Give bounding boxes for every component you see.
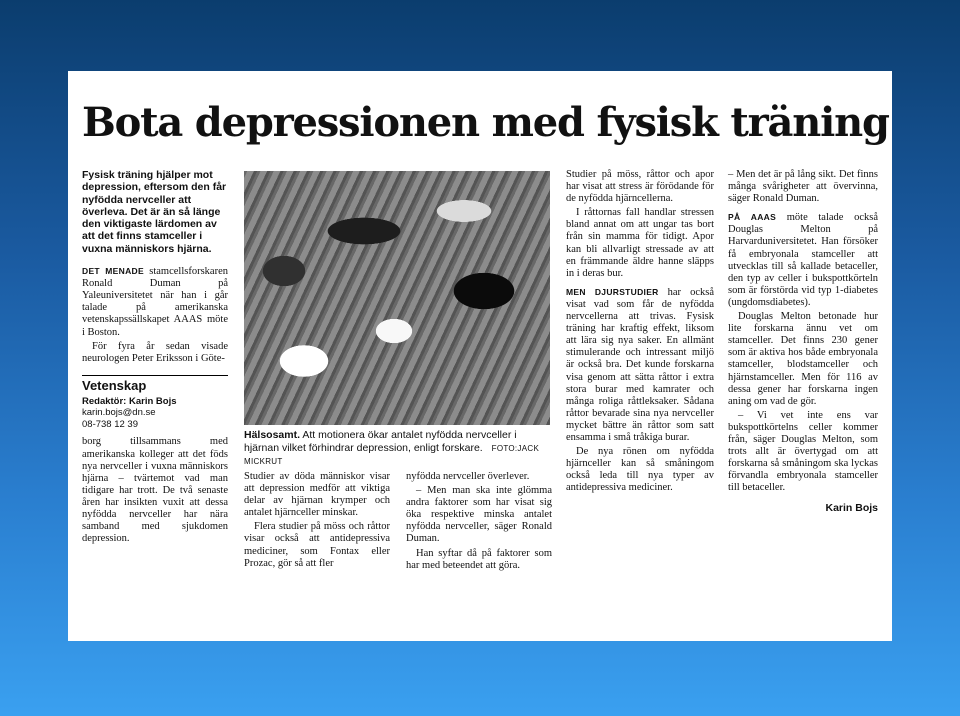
paragraph: Flera studier på möss och råttor visar också att antidepressiva mediciner, som Fontax eller Prozac, gör så att fler — [244, 521, 390, 569]
paragraph: De nya rönen om nyfödda hjärnceller kan så småningom också leda till nya typer av antidepressiva mediciner. — [566, 446, 714, 494]
column-1 — [82, 169, 228, 547]
column-5 — [728, 169, 878, 515]
column-2 — [244, 471, 390, 572]
paragraph: DET MENADE stamcellsforskaren Ronald Duman på Yaleuniversitetet när han i går talade på amerikanska vetenskapssällskapet AAAS möte i Boston. — [82, 266, 228, 338]
paragraph: borg tillsammans med amerikanska kolleger att det föds nya nervceller i vuxna människors hjärna – tvärtemot vad man tidigare har trott. De två senaste åren har insikten vuxit att dessa nyfödda nervceller har nära samband med sjukdomen depression. — [82, 436, 228, 545]
photo-credit: FOTO:JACK MICKRUT — [244, 443, 540, 466]
paragraph: – Vi vet inte ens var bukspottkörtelns celler kommer från, säger Douglas Melton, som trots allt är övertygad om att forskarna så småningom ska lyckas förvandla embryonala stamceller till betaceller. — [728, 409, 878, 494]
paragraph: – Men man ska inte glömma andra faktorer som har visat sig öka respektive minska antalet nyfödda nervceller, säger Ronald Duman. — [406, 485, 552, 545]
paragraph: Douglas Melton betonade hur lite forskarna ännu vet om stamceller. Det finns 230 gener som är aktiva hos både embryonala stamceller, blodstamceller och hjärnstamceller. Men för 116 av dessa gener har forskarna ingen aning om vad de gör. — [728, 311, 878, 407]
byline: Karin Bojs — [825, 502, 878, 515]
newspaper-clipping — [68, 71, 892, 641]
lead-in: PÅ AAAS — [728, 212, 777, 223]
paragraph: – Men det är på lång sikt. Det finns många svårigheter att övervinna, säger Ronald Duman. — [728, 169, 878, 205]
column-3 — [406, 471, 552, 574]
paragraph: För fyra år sedan visade neurologen Peter Eriksson i Göte- — [82, 340, 228, 364]
paragraph: PÅ AAAS möte talade också Douglas Melton på Harvarduniversitetet. Han försöker få embryonala stamceller att utvecklas till så kallade betaceller, den typ av celler i bukspottkörteln som är förstörda vid typ 1-diabetes (ungdomsdiabetes). — [728, 212, 879, 308]
paragraph: Han syftar då på faktorer som har med beteendet att göra. — [406, 547, 552, 571]
exercise-class-photo — [244, 171, 550, 425]
photo-caption: Hälsosamt. Att motionera ökar antalet nyfödda nervceller i hjärnan vilket förhindrar depression, enligt forskare. FOTO:JACK MICKRUT — [244, 429, 540, 466]
editor-email: karin.bojs@dn.se — [82, 407, 156, 419]
editor-info: Redaktör: Karin Bojs karin.bojs@dn.se 08-738 12 39 — [82, 396, 228, 431]
lead-in: DET MENADE — [82, 266, 144, 277]
section-title: Vetenskap — [82, 375, 228, 392]
editor-phone: 08-738 12 39 — [82, 418, 138, 430]
paragraph: Studier på möss, råttor och apor har visat att stress är förödande för de nyfödda hjärncellerna. — [566, 169, 714, 205]
ingress: Fysisk träning hjälper mot depression, eftersom den får nyfödda nervceller att överleva. Det är än så länge den viktigaste lärdomen av att det finns stamceller i vuxna människors hjärna. — [82, 169, 227, 255]
paragraph: Studier av döda människor visar att depression medför att viktiga delar av hjärnan krymper och antalet hjärnceller minskar. — [244, 471, 390, 519]
lead-in: MEN DJURSTUDIER — [566, 286, 659, 297]
paragraph: I råttornas fall handlar stressen bland annat om att ungar tas bort från sin mamma för tidigt. Apor kan bli allvarligt stressade av att en främmande äldre hanne släpps in i deras bur. — [566, 207, 714, 279]
column-4 — [566, 169, 714, 496]
headline: Bota depressionen med fysisk träning — [82, 99, 889, 146]
paragraph: nyfödda nervceller överlever. — [406, 471, 530, 482]
paragraph: MEN DJURSTUDIER har också visat vad som får de nyfödda nervcellerna att trivas. Fysisk träning har kraftig effekt, liksom att lära sig nya saker. En allmänt stimulerande och intressant miljö är också bra. Det kunde forskarna visa genom att sätta råttor i extra stora burar med kamrater och många roliga råttleksaker. Sådana råttor bevarade sina nya nervceller mycket bättre än råttor som satt ensamma i små tråkiga burar. — [566, 286, 714, 443]
